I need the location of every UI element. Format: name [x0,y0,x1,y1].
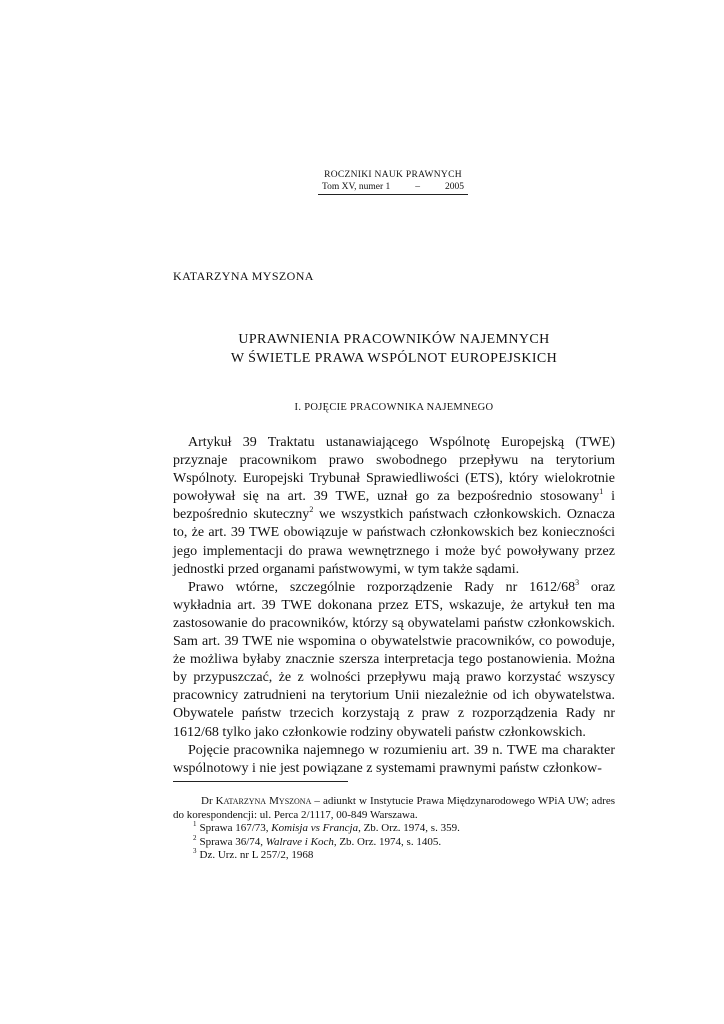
footnote-3-number: 3 [193,847,197,856]
author-footnote-name: Katarzyna Myszona [215,795,312,807]
footnote-ref-2: 2 [309,505,314,515]
footnote-1-number: 1 [193,820,197,829]
paragraph-2-text-b: oraz wykładnia art. 39 TWE dokonana przez ETS, wskazuje, że artykuł ten ma zastosowanie do pracowników, którzy są obywatelami państw członkowskich. Sam art. 39 TWE nie wspomina o obywatelstwie pracowników, co powoduje, że możliwa byłaby znacznie szersza interpretacja tego postanowienia. Można by przypuszczać, że z wolności przepływu mają prawo korzystać wszyscy pracownicy zatrudnieni na terytorium Unii niezależnie od ich obywatelstwa. Obywatele państw trzecich korzystają z praw z rozporządzenia Rady nr 1612/68 tylko jako członkowie rodziny obywateli państw członkowskich. [173,579,616,740]
footnote-1-case: Komisja vs Francja [271,822,359,835]
footnote-1-text-a: Sprawa 167/73, [199,822,272,835]
title-line-1: UPRAWNIENIA PRACOWNIKÓW NAJEMNYCH [238,332,550,347]
footnote-2-text-b: , Zb. Orz. 1974, s. 1405. [333,835,442,848]
paragraph-1-text-b: i bezpośrednio skuteczny [173,489,615,523]
article-body [173,434,615,778]
footnote-3 [173,849,615,863]
section-heading: I. POJĘCIE PRACOWNIKA NAJEMNEGO [294,402,494,413]
footnote-divider [173,781,348,782]
paragraph-1 [173,434,615,579]
journal-volume: Tom XV, numer 1 [322,182,391,192]
author-footnote-prefix: Dr [201,795,216,807]
footnote-2-text-a: Sprawa 36/74, [199,835,266,848]
footnote-ref-1: 1 [599,487,604,497]
footnote-3-text: Dz. Urz. nr L 257/2, 1968 [199,849,314,862]
journal-name: ROCZNIKI NAUK PRAWNYCH [324,170,462,180]
paragraph-1-text-a: Artykuł 39 Traktatu ustanawiającego Wspólnotę Europejską (TWE) przyznaje pracownikom prawo swobodnego przepływu na terytorium Wspólnoty. Europejski Trybunał Sprawiedliwości (ETS), który wielokrotnie powoływał się na art. 39 TWE, uznał go za bezpośrednio stosowany [173,435,615,505]
footnotes [173,795,615,863]
paragraph-1-text-c: we wszystkich państwach członkowskich. Oznacza to, że art. 39 TWE obowiązuje w państwach członkowskich bez konieczności jego implementacji do prawa wewnętrznego i może być powoływany przez jednostki przed organami państwowymi, w tym także sądami. [173,507,615,577]
journal-year: 2005 [444,182,464,192]
author-footnote-text: – adiunkt w Instytucie Prawa Międzynarodowego WPiA UW; adres do korespondencji: ul. Perca 2/1117, 00-849 Warszawa. [173,795,616,821]
footnote-1 [173,822,615,836]
journal-dash: – [415,182,421,192]
paragraph-3: Pojęcie pracownika najemnego w rozumieniu art. 39 n. TWE ma charakter wspólnotowy i nie jest powiązane z systemami prawnymi państw członkow- [173,742,615,776]
author-footnote [173,795,615,822]
footnote-2-case: Walrave i Koch [265,835,334,848]
author-name: KATARZYNA MYSZONA [173,269,314,283]
journal-header [318,169,468,195]
article-title [173,330,615,368]
footnote-1-text-b: , Zb. Orz. 1974, s. 359. [358,822,460,835]
title-line-2: W ŚWIETLE PRAWA WSPÓLNOT EUROPEJSKICH [230,351,558,366]
journal-issue [318,181,468,195]
footnote-2 [173,833,615,850]
footnote-2-number: 2 [193,833,197,842]
footnote-ref-3: 3 [575,577,580,587]
paragraph-2-text-a: Prawo wtórne, szczególnie rozporządzenie Rady nr 1612/68 [188,579,576,595]
paragraph-2 [173,579,615,742]
